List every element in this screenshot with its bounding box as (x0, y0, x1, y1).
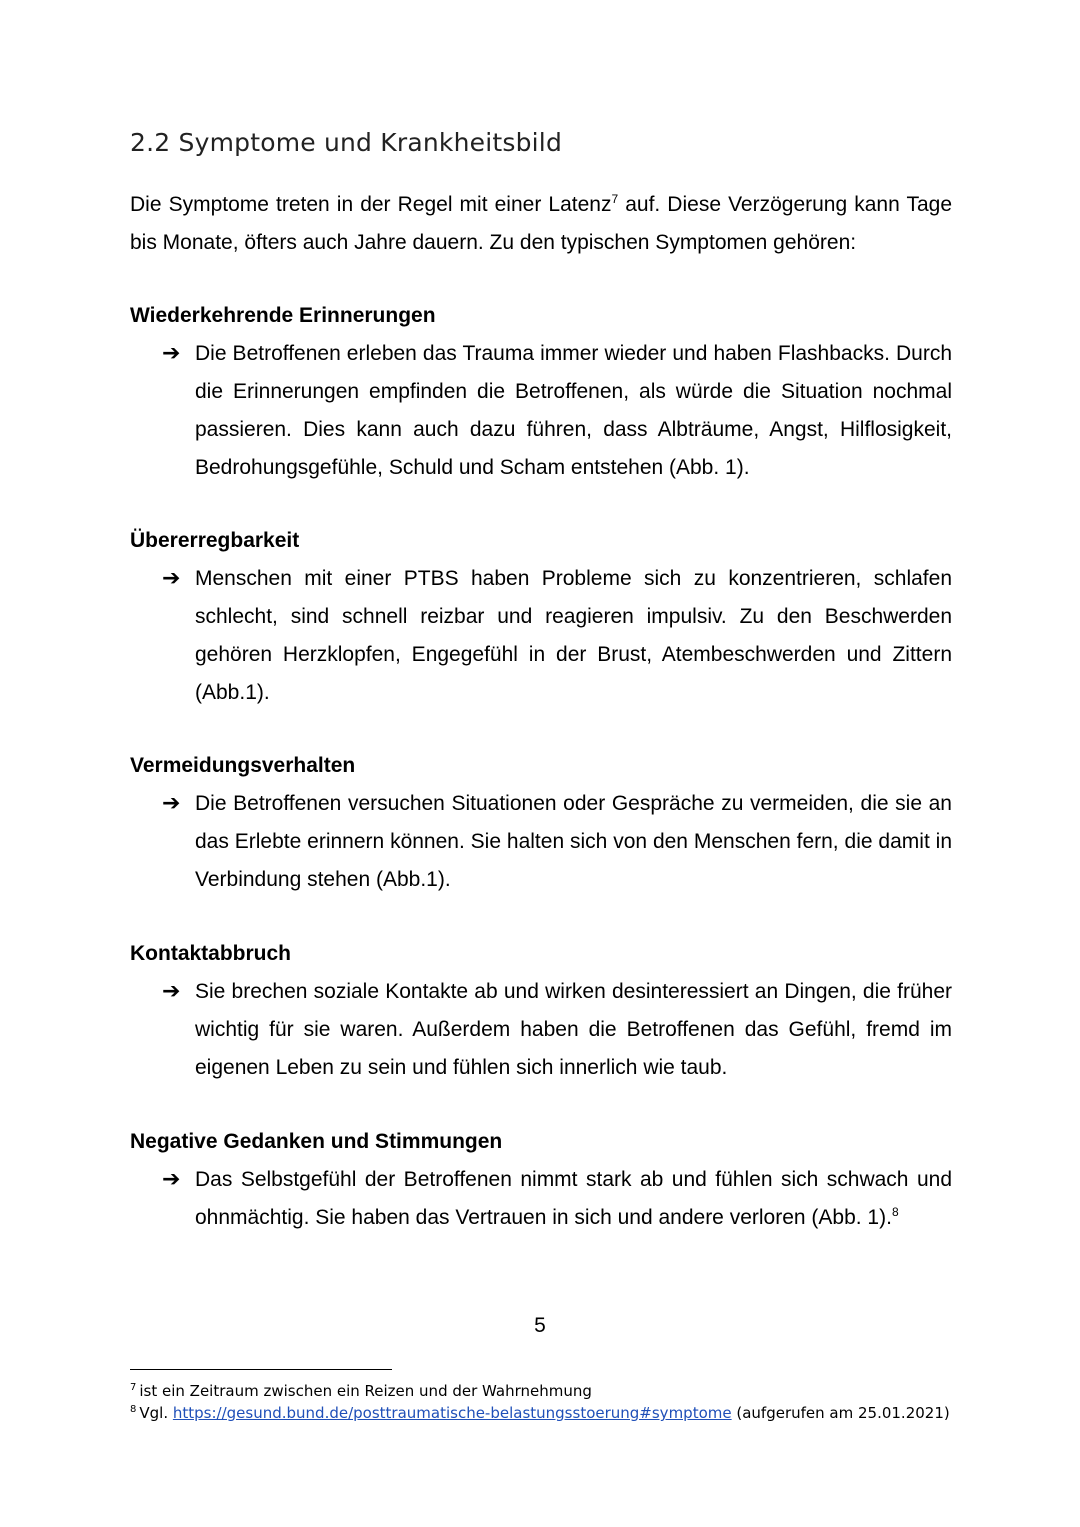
arrow-right-icon: ➔ (162, 566, 181, 591)
footnote-text: ist ein Zeitraum zwischen ein Reizen und der Wahrnehmung (139, 1382, 592, 1400)
footnote-number: 8 (130, 1404, 137, 1415)
intro-paragraph (130, 186, 952, 262)
footnote-ref-8[interactable]: 8 (891, 1205, 899, 1219)
page-number: 5 (534, 1314, 546, 1337)
symptom-description: Die Betroffenen versuchen Situationen oder Gespräche zu vermeiden, die sie an das Erlebte erinnern können. Sie halten sich von den Menschen fern, die damit in Verbindung stehen (Abb.1). (195, 792, 952, 891)
symptom-section-uebererregbarkeit (130, 522, 952, 712)
symptom-description: Menschen mit einer PTBS haben Probleme sich zu konzentrieren, schlafen schlecht, sind schnell reizbar und reagieren impulsiv. Zu den Beschwerden gehören Herzklopfen, Engegefühl in der Brust, Atembeschwerden und Zittern (Abb.1). (195, 567, 952, 704)
footnote-suffix: (aufgerufen am 25.01.2021) (731, 1404, 950, 1422)
footnote-8 (130, 1402, 990, 1424)
footnotes (130, 1380, 990, 1424)
intro-text-end: auf. Diese Verzögerung kann Tage bis Monate, öfters auch Jahre dauern. Zu den typischen Symptomen gehören: (130, 193, 952, 254)
symptom-description (195, 1161, 952, 1237)
symptom-bullet (130, 560, 952, 712)
symptom-title: Übererregbarkeit (130, 529, 300, 552)
symptom-description: Sie brechen soziale Kontakte ab und wirken desinteressiert an Dingen, die früher wichtig für sie waren. Außerdem haben die Betroffenen das Gefühl, fremd im eigenen Leben zu sein und fühlen sich innerlich wie taub. (195, 980, 952, 1079)
intro-text-start: Die Symptome treten in der Regel mit einer Latenz (130, 193, 612, 216)
footnote-prefix: Vgl. (139, 1404, 173, 1422)
symptom-title: Vermeidungsverhalten (130, 754, 356, 777)
section-heading: 2.2 Symptome und Krankheitsbild (130, 128, 563, 157)
footnote-7 (130, 1380, 990, 1402)
symptom-bullet (130, 973, 952, 1087)
symptom-bullet (130, 1161, 952, 1237)
footnote-ref-7[interactable]: 7 (611, 192, 619, 206)
symptom-title: Wiederkehrende Erinnerungen (130, 304, 436, 327)
arrow-right-icon: ➔ (162, 979, 181, 1004)
symptom-section-negative-gedanken (130, 1123, 952, 1237)
source-link[interactable]: https://gesund.bund.de/posttraumatische-belastungsstoerung#symptome (172, 1404, 732, 1422)
symptom-title: Negative Gedanken und Stimmungen (130, 1130, 503, 1153)
arrow-right-icon: ➔ (162, 1167, 181, 1192)
symptom-section-vermeidungsverhalten (130, 747, 952, 899)
symptom-section-kontaktabbruch (130, 935, 952, 1087)
arrow-right-icon: ➔ (162, 791, 181, 816)
footnote-divider (130, 1369, 392, 1370)
symptom-bullet (130, 785, 952, 899)
symptom-section-wiederkehrende-erinnerungen (130, 297, 952, 487)
symptom-description-text: Das Selbstgefühl der Betroffenen nimmt stark ab und fühlen sich schwach und ohnmächtig. Sie haben das Vertrauen in sich und andere verloren (Abb. 1). (195, 1168, 952, 1229)
symptom-description: Die Betroffenen erleben das Trauma immer wieder und haben Flashbacks. Durch die Erinnerungen empfinden die Betroffenen, als würde die Situation nochmal passieren. Dies kann auch dazu führen, dass Albträume, Angst, Hilflosigkeit, Bedrohungsgefühle, Schuld und Scham entstehen (Abb. 1). (195, 342, 952, 479)
arrow-right-icon: ➔ (162, 341, 181, 366)
symptom-bullet (130, 335, 952, 487)
footnote-number: 7 (130, 1382, 137, 1393)
symptom-title: Kontaktabbruch (130, 942, 292, 965)
